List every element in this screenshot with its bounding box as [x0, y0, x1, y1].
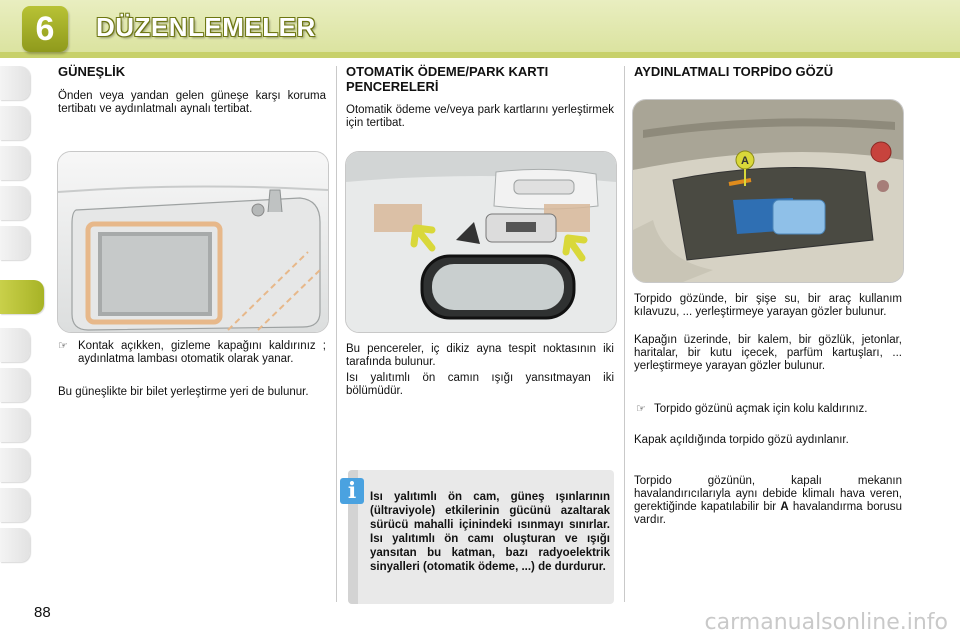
page-number: 88 [34, 604, 51, 621]
side-tab[interactable] [0, 226, 30, 260]
section-title-sun-visor: GÜNEŞLİK [58, 64, 126, 79]
side-tab[interactable] [0, 106, 30, 140]
hand-pointer-icon: ☞ [58, 340, 68, 352]
glove-box-vent-ref-a: A [780, 501, 789, 513]
side-tab[interactable] [0, 186, 30, 220]
glove-box-illustration [633, 100, 903, 282]
watermark: carmanualsonline.info [704, 610, 948, 635]
header-stripe [0, 52, 960, 58]
side-tab[interactable] [0, 368, 30, 402]
info-icon: i [340, 478, 364, 504]
side-tab[interactable] [0, 448, 30, 482]
windscreen-figure [345, 151, 617, 333]
glove-box-paragraph-4-end: havalandırma borusu vardır. [634, 501, 902, 526]
side-tab[interactable] [0, 328, 30, 362]
chapter-badge: 6 [22, 6, 68, 52]
sun-visor-figure [57, 151, 329, 333]
side-tabs [0, 66, 32, 576]
column-divider [624, 66, 625, 602]
windscreen-illustration [346, 152, 616, 332]
glove-box-paragraph-4-start: Torpido gözünün, kapalı mekanın havalandırıcılarıyla aynı debide klimalı hava veren, gerektiğinde kapatılabilir bir [634, 475, 902, 513]
section-title-glove-box: AYDINLATMALI TORPİDO GÖZÜ [634, 64, 834, 79]
side-tab[interactable] [0, 146, 30, 180]
glove-box-paragraph-4 [634, 475, 902, 527]
column-divider [336, 66, 337, 602]
glove-box-marker-a: A [741, 155, 749, 167]
side-tab[interactable] [0, 528, 30, 562]
glove-box-paragraph-3: Kapak açıldığında torpido gözü aydınlanır. [634, 434, 849, 446]
sun-visor-illustration [58, 152, 328, 332]
side-tab[interactable] [0, 408, 30, 442]
page-title: DÜZENLEMELER [96, 12, 316, 42]
sun-visor-intro: Önden veya yandan gelen güneşe karşı koruma tertibatı ve aydınlatmalı aynalı tertibat. [58, 90, 326, 115]
sun-visor-bullet: Kontak açıkken, gizleme kapağını kaldırınız ; aydınlatma lambası otomatik olarak yanar. [78, 340, 326, 365]
side-tab[interactable] [0, 66, 30, 100]
toll-card-paragraph-1: Bu pencereler, iç dikiz ayna tespit noktasının iki tarafında bulunur. [346, 343, 614, 368]
side-tab-active[interactable] [0, 280, 44, 314]
glove-box-paragraph-1: Torpido gözünde, bir şişe su, bir araç kullanım kılavuzu, ... yerleştirmeye yarayan gözler bulunur. [634, 293, 902, 318]
side-tab[interactable] [0, 488, 30, 522]
glove-box-figure [632, 99, 904, 283]
hand-pointer-icon: ☞ [636, 403, 646, 415]
section-title-toll-card-windows: OTOMATİK ÖDEME/PARK KARTI PENCERELERİ [346, 64, 549, 94]
sun-visor-note: Bu güneşlikte bir bilet yerleştirme yeri de bulunur. [58, 386, 309, 398]
toll-card-intro: Otomatik ödeme ve/veya park kartlarını yerleştirmek için tertibat. [346, 104, 614, 129]
toll-card-paragraph-2: Isı yalıtımlı ön camın ışığı yansıtmayan iki bölümüdür. [346, 372, 614, 397]
glove-box-paragraph-2: Kapağın üzerinde, bir kalem, bir gözlük, jetonlar, haritalar, bir kutu içecek, parfüm kartuşları, ... yerleştirmeye yarayan gözler bulunur. [634, 334, 902, 372]
glove-box-bullet: Torpido gözünü açmak için kolu kaldırınız. [654, 403, 868, 415]
info-box-text: Isı yalıtımlı ön cam, güneş ışınlarının (ültraviyole) etkilerinin gücünü azaltarak sürücü mahalli içinindeki ısınmayı sınırlar. Isı yalıtımlı ön camı oluşturan ve ışığı yansıtan bu katman, bazı radyoelektrik sinyalleri (otomatik ödeme, ...) de durdurur. [370, 491, 610, 573]
